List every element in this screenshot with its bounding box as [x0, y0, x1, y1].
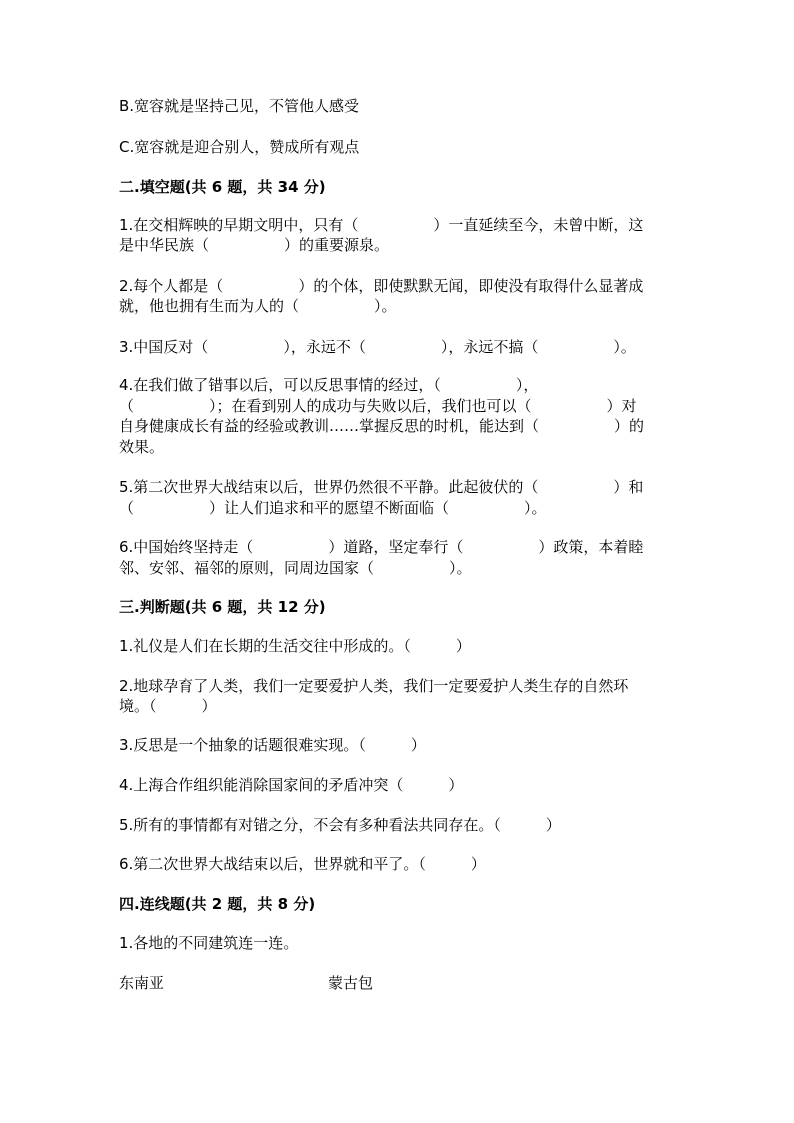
question-line: （ ）让人们追求和平的愿望不断面临（ ）。	[119, 499, 547, 517]
question-line: 2.每个人都是（ ）的个体，即使默默无闻，即使没有取得什么显著成	[119, 277, 644, 295]
question-line: 3.中国反对（ ），永远不（ ），永远不搞（ ）。	[119, 338, 636, 356]
question-line: 5.所有的事情都有对错之分，不会有多种看法共同存在。（ ）	[119, 816, 561, 834]
question-line: 境。（ ）	[119, 697, 217, 715]
question-line: 3.反思是一个抽象的话题很难实现。（ ）	[119, 736, 426, 754]
question-line: 6.中国始终坚持走（ ）道路，坚定奉行（ ）政策，本着睦	[119, 538, 644, 556]
question-line: 自身健康成长有益的经验或教训……掌握反思的时机，能达到（ ）的	[119, 417, 645, 435]
matching-right-item: 蒙古包	[328, 974, 374, 992]
question-line: 邻、安邻、福邻的原则，同周边国家（ ）。	[119, 559, 472, 577]
question-line: 2.地球孕育了人类，我们一定要爱护人类，我们一定要爱护人类生存的自然环	[119, 677, 629, 695]
question-line: 效果。	[119, 438, 165, 456]
option-c: C.宽容就是迎合别人，赞成所有观点	[119, 138, 360, 156]
question-line: 6.第二次世界大战结束以后，世界就和平了。（ ）	[119, 855, 486, 873]
question-line: 1.各地的不同建筑连一连。	[119, 934, 299, 952]
question-line: 4.在我们做了错事以后，可以反思事情的经过，（ ），	[119, 376, 539, 394]
question-line: 1.礼仪是人们在长期的生活交往中形成的。（ ）	[119, 637, 471, 655]
section-heading-matching: 四.连线题(共 2 题，共 8 分)	[119, 895, 316, 913]
section-heading-true-false: 三.判断题(共 6 题，共 12 分)	[119, 598, 326, 616]
option-b: B.宽容就是坚持己见，不管他人感受	[119, 97, 360, 115]
question-line: （ ）；在看到别人的成功与失败以后，我们也可以（ ）对	[119, 397, 637, 415]
question-line: 1.在交相辉映的早期文明中，只有（ ）一直延续至今，未曾中断，这	[119, 216, 644, 234]
question-line: 4.上海合作组织能消除国家间的矛盾冲突（ ）	[119, 776, 464, 794]
question-line: 是中华民族（ ）的重要源泉。	[119, 236, 390, 254]
section-heading-fill-blank: 二.填空题(共 6 题，共 34 分)	[119, 178, 326, 196]
matching-left-item: 东南亚	[119, 974, 165, 992]
question-line: 5.第二次世界大战结束以后，世界仍然很不平静。此起彼伏的（ ）和	[119, 478, 644, 496]
question-line: 就，他也拥有生而为人的（ ）。	[119, 297, 397, 315]
